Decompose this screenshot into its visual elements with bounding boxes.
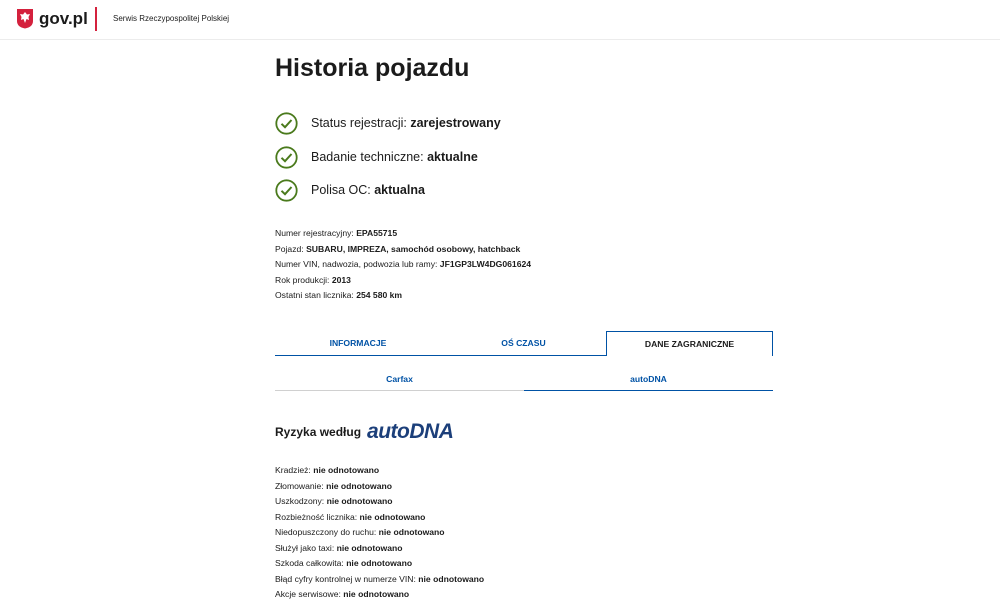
risk-heading (275, 420, 453, 444)
check-circle-icon (275, 112, 298, 135)
tab-informacje[interactable]: INFORMACJE (275, 331, 441, 356)
detail-odometer: Ostatni stan licznika: 254 580 km (275, 290, 403, 301)
autodna-logo: autoDNA (367, 420, 454, 443)
risk-total-loss: Szkoda całkowita: nie odnotowano (275, 558, 413, 568)
subtab-carfax[interactable]: Carfax (275, 368, 524, 391)
status-registration (275, 111, 501, 135)
detail-vin: Numer VIN, nadwozia, podwozia lub ramy: JF1GP3LW4DG061624 (275, 259, 532, 270)
detail-vehicle: Pojazd: SUBARU, IMPREZA, samochód osobowy, hatchback (275, 243, 521, 254)
check-circle-icon (275, 179, 298, 202)
header-divider (95, 7, 97, 31)
status-text: Polisa OC: aktualna (311, 183, 425, 197)
vehicle-details (275, 226, 531, 304)
risk-odometer-discrepancy: Rozbieżność licznika: nie odnotowano (275, 511, 426, 522)
foreign-data-subtabs (275, 368, 773, 391)
risk-heading-label: Ryzyka według (275, 425, 362, 439)
risk-vin-check-digit: Błąd cyfry kontrolnej w numerze VIN: nie odnotowano (275, 573, 485, 584)
tab-os-czasu[interactable]: OŚ CZASU (441, 331, 606, 356)
risk-theft: Kradzież: nie odnotowano (275, 465, 380, 475)
polish-eagle-emblem-icon[interactable] (16, 8, 34, 29)
top-bar (0, 0, 1000, 40)
detail-registration-number: Numer rejestracyjny: EPA55715 (275, 228, 398, 238)
status-text: Status rejestracji: zarejestrowany (311, 116, 501, 130)
status-insurance (275, 178, 425, 202)
risk-taxi: Służył jako taxi: nie odnotowano (275, 542, 403, 553)
risk-recalls: Akcje serwisowe: nie odnotowano (275, 589, 410, 599)
tab-dane-zagraniczne[interactable]: DANE ZAGRANICZNE (606, 331, 773, 356)
risk-scrapping: Złomowanie: nie odnotowano (275, 480, 392, 491)
risk-not-roadworthy: Niedopuszczony do ruchu: nie odnotowano (275, 527, 445, 537)
gov-pl-logo[interactable]: gov.pl (39, 9, 88, 28)
check-circle-icon (275, 146, 298, 169)
subtab-autodna[interactable]: autoDNA (524, 368, 773, 391)
main-tabs (275, 331, 773, 356)
detail-production-year: Rok produkcji: 2013 (275, 274, 351, 285)
risk-damaged: Uszkodzony: nie odnotowano (275, 496, 393, 506)
status-text: Badanie techniczne: aktualne (311, 150, 478, 164)
service-name: Serwis Rzeczypospolitej Polskiej (113, 14, 230, 23)
page-title: Historia pojazdu (275, 54, 470, 82)
status-technical-inspection (275, 145, 478, 169)
risk-list (275, 463, 484, 603)
